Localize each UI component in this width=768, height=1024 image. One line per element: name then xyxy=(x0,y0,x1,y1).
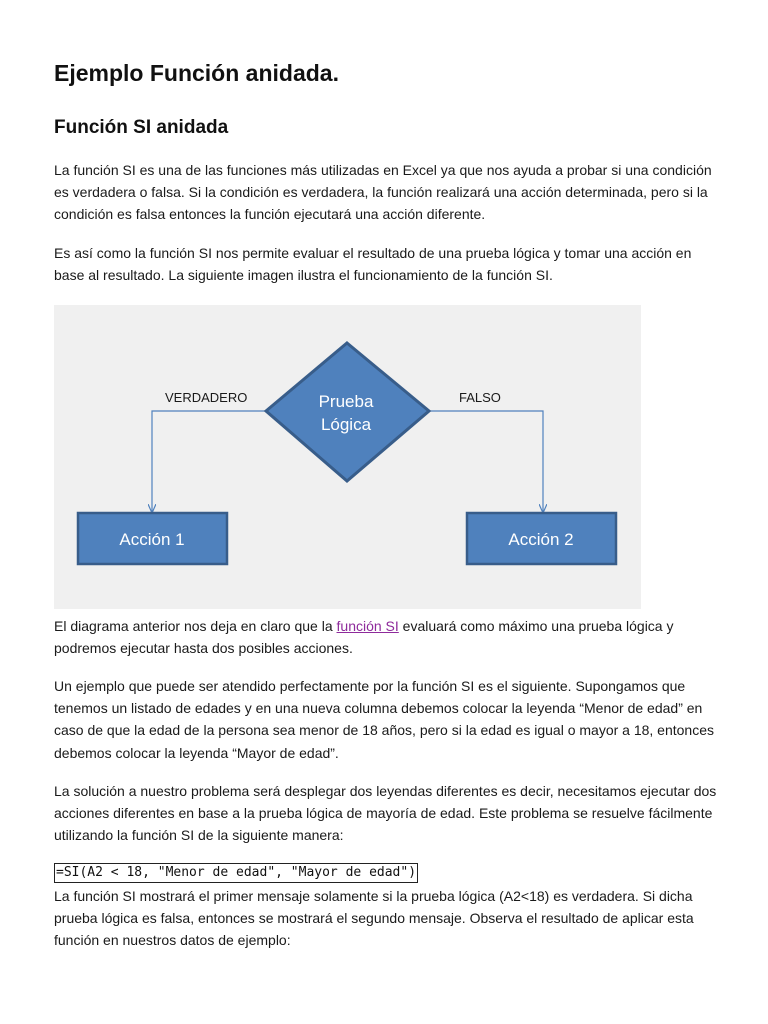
flowchart-diagram xyxy=(54,305,641,609)
false-branch-arrow xyxy=(429,411,543,513)
formula-code-block: =SI(A2 < 18, "Menor de edad", "Mayor de edad") xyxy=(54,863,418,883)
false-branch-label: FALSO xyxy=(459,390,501,405)
paragraph-text-after-link: evaluará como máximo una prueba lógica y podremos ejecutar hasta dos posibles acciones. xyxy=(54,618,674,657)
paragraph-intro: La función SI es una de las funciones más utilizadas en Excel ya que nos ayuda a probar si una condición es verdadera o falsa. Si la condición es verdadera, la función realizará una acción determinada, pero si la condición es falsa entonces la función ejecutará una acción diferente. xyxy=(54,162,712,223)
section-heading: Función SI anidada xyxy=(54,117,229,138)
funcion-si-link[interactable]: función SI xyxy=(336,618,399,634)
flowchart-svg xyxy=(54,305,641,609)
decision-diamond xyxy=(266,343,429,481)
paragraph-diagram-explanation xyxy=(54,615,719,659)
paragraph-example: Un ejemplo que puede ser atendido perfectamente por la función SI es el siguiente. Supongamos que tenemos un listado de edades y en una nueva columna debemos colocar la leyenda “Menor de edad” en caso de que la edad de la persona sea menor de 18 años, pero si la edad es igual o mayor a 18, entonces debemos colocar la leyenda “Mayor de edad”. xyxy=(54,678,715,761)
action-2-label: Acción 2 xyxy=(508,530,574,549)
page-title: Ejemplo Función anidada. xyxy=(54,60,339,86)
paragraph-text-before-link: El diagrama anterior nos deja en claro que la xyxy=(54,618,337,634)
paragraph-evaluation: Es así como la función SI nos permite evaluar el resultado de una prueba lógica y tomar una acción en base al resultado. La siguiente imagen ilustra el funcionamiento de la función SI. xyxy=(54,245,692,284)
decision-text-line2: Lógica xyxy=(320,415,372,434)
paragraph-result: La función SI mostrará el primer mensaje solamente si la prueba lógica (A2<18) es verdadera. Si dicha prueba lógica es falsa, entonces se mostrará el segundo mensaje. Observa el resultado de aplicar esta función en nuestros datos de ejemplo: xyxy=(54,888,694,949)
paragraph-solution: La solución a nuestro problema será desplegar dos leyendas diferentes es decir, necesitamos ejecutar dos acciones diferentes en base a la prueba lógica de mayoría de edad. Este problema se resuelve fácilmente utilizando la función SI de la siguiente manera: xyxy=(54,783,717,844)
action-1-label: Acción 1 xyxy=(119,530,185,549)
true-branch-label: VERDADERO xyxy=(165,390,248,405)
decision-text-line1: Prueba xyxy=(318,392,374,411)
true-branch-arrow xyxy=(152,411,266,513)
